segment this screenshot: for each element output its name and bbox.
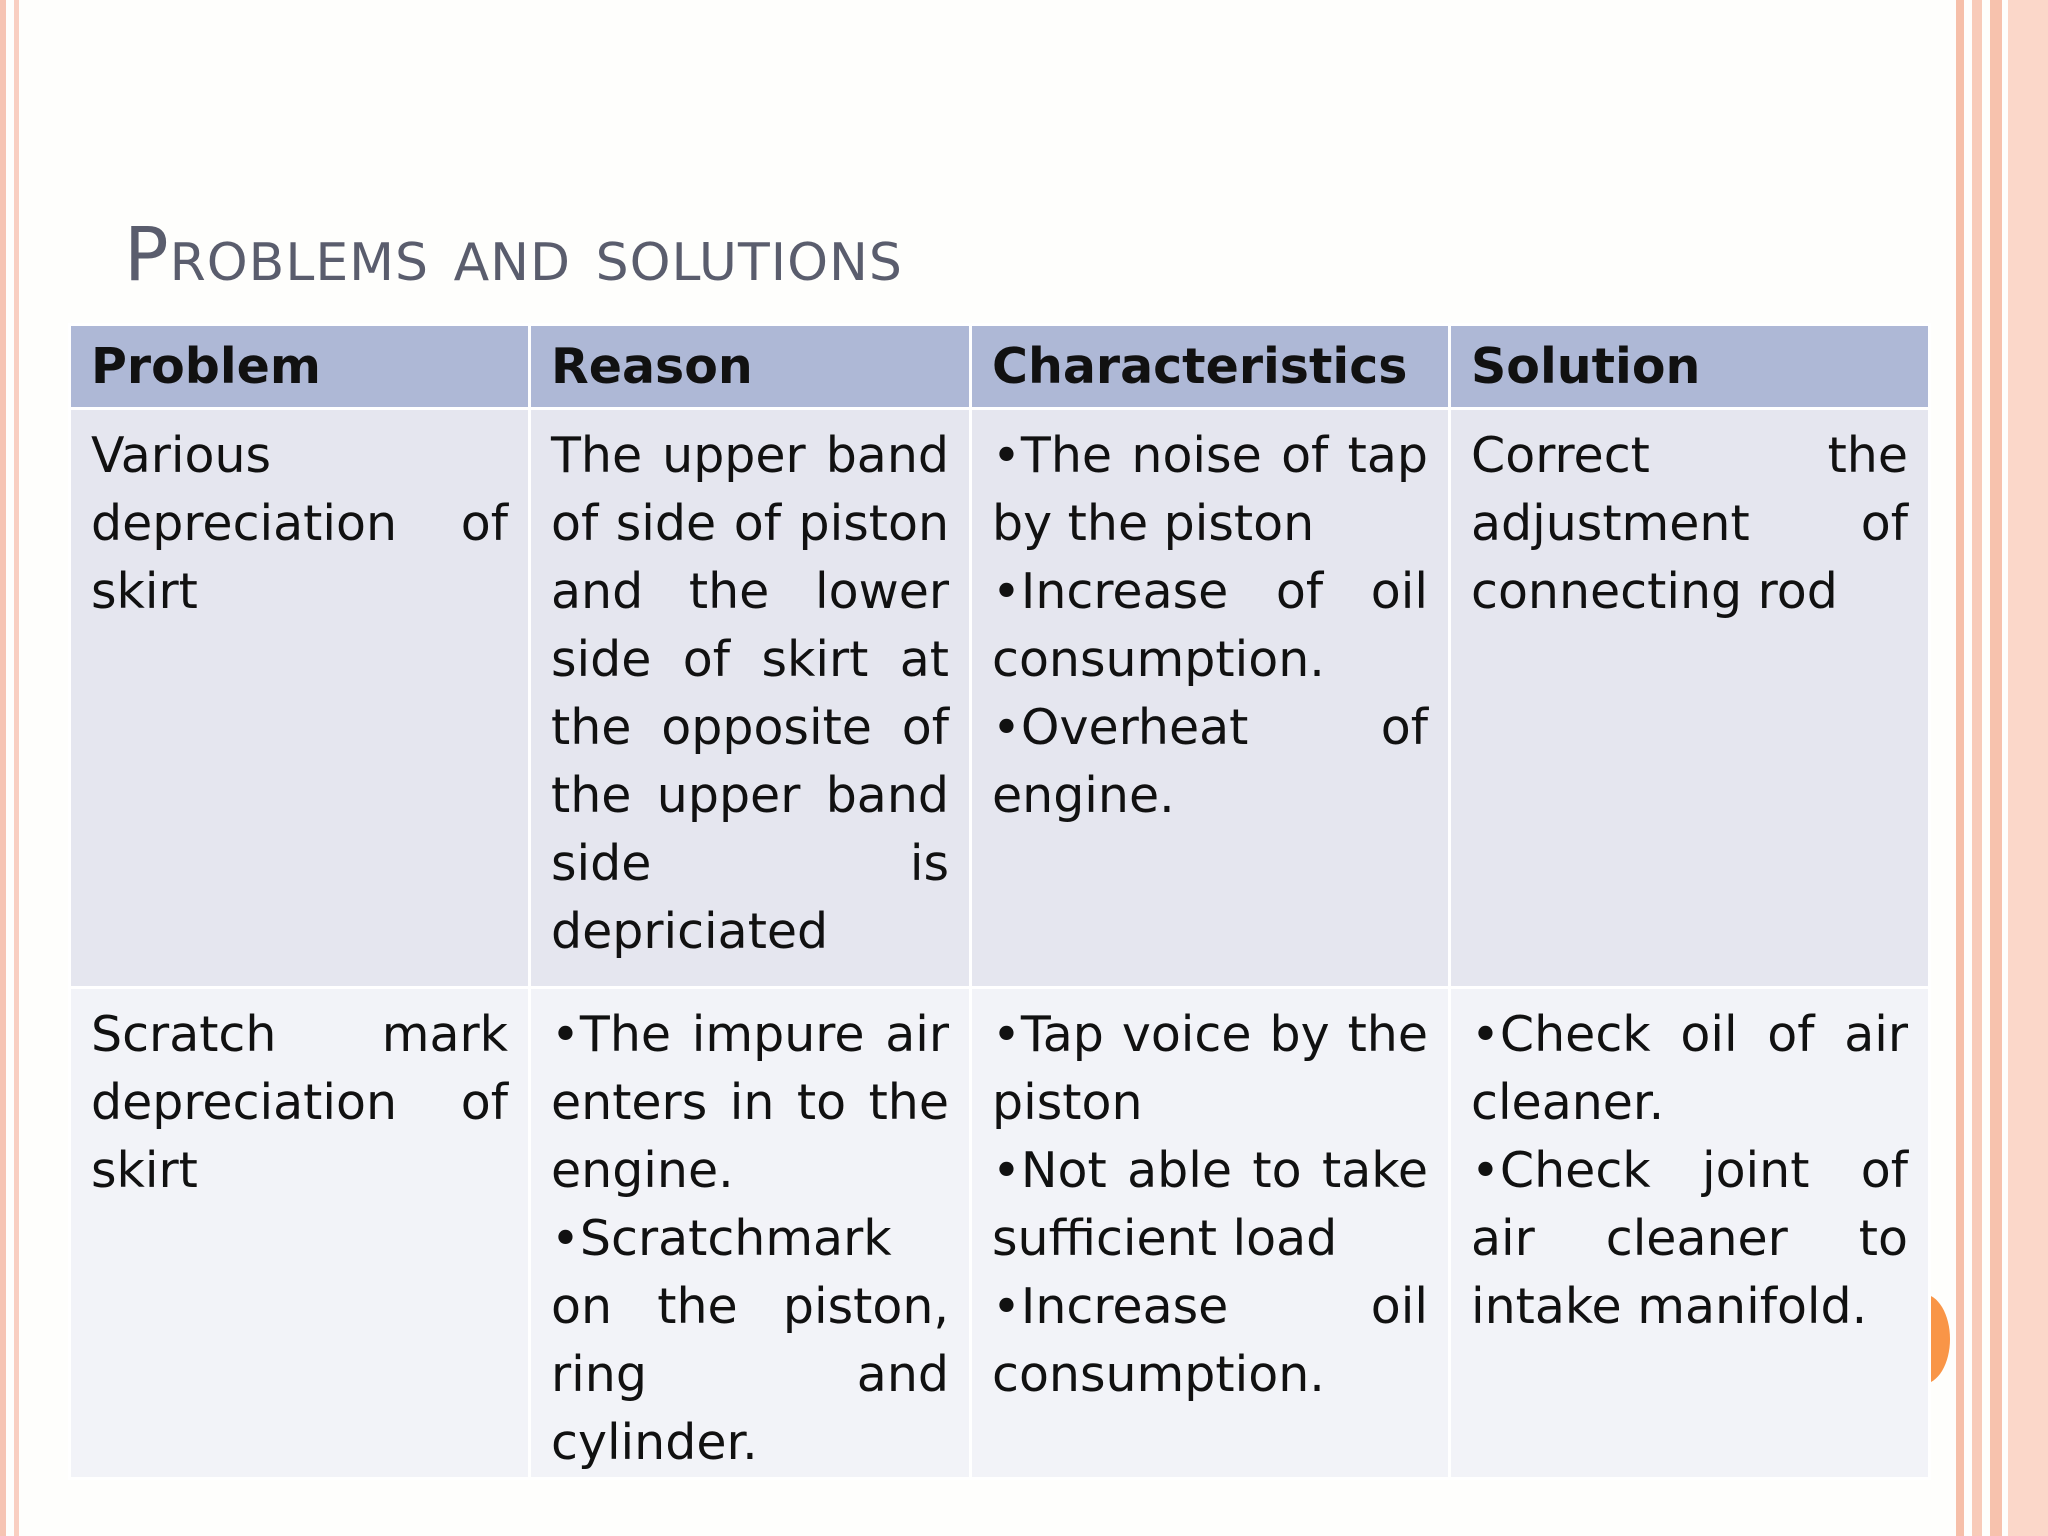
solution-item: •Check joint of air cleaner to intake manifold.	[1471, 1142, 1908, 1335]
header-solution: Solution	[1450, 325, 1930, 409]
right-decor-stripe	[1956, 0, 1964, 1536]
cell-problem: Various depreciation of skirt	[70, 409, 530, 988]
characteristic-item: •Increase of oil consumption.	[992, 563, 1428, 688]
characteristic-item: •Increase oil consumption.	[992, 1278, 1428, 1403]
reason-item: •Scratchmark on the piston, ring and cylinder.	[551, 1210, 949, 1471]
header-reason: Reason	[530, 325, 971, 409]
table-header-row	[70, 325, 1930, 409]
left-decor-stripe	[0, 0, 6, 1536]
right-decor-stripe	[2008, 0, 2048, 1536]
table-row	[70, 988, 1930, 1479]
cell-problem: Scratch mark depreciation of skirt	[70, 988, 530, 1479]
problems-table	[68, 323, 1931, 1480]
characteristic-item: •Not able to take sufficient load	[992, 1142, 1428, 1267]
characteristic-item: •Overheat of engine.	[992, 699, 1428, 824]
reason-item: •The impure air enters in to the engine.	[551, 1006, 949, 1199]
cell-solution	[1450, 409, 1930, 988]
right-decor-stripe	[1990, 0, 2002, 1536]
header-characteristics: Characteristics	[971, 325, 1450, 409]
solution-item: Correct the adjustment of connecting rod	[1471, 427, 1908, 620]
cell-reason	[530, 988, 971, 1479]
cell-characteristics	[971, 988, 1450, 1479]
characteristic-item: •The noise of tap by the piston	[992, 427, 1428, 552]
slide-title: Problems and solutions	[124, 212, 903, 298]
solution-item: •Check oil of air cleaner.	[1471, 1006, 1908, 1131]
cell-reason: The upper band of side of piston and the lower side of skirt at the opposite of the upper band side is depriciated	[530, 409, 971, 988]
left-decor-stripe-inner	[14, 0, 19, 1536]
characteristic-item: •Tap voice by the piston	[992, 1006, 1428, 1131]
right-decor-stripe	[1972, 0, 1982, 1536]
cell-solution	[1450, 988, 1930, 1479]
table-row	[70, 409, 1930, 988]
header-problem: Problem	[70, 325, 530, 409]
cell-characteristics	[971, 409, 1450, 988]
